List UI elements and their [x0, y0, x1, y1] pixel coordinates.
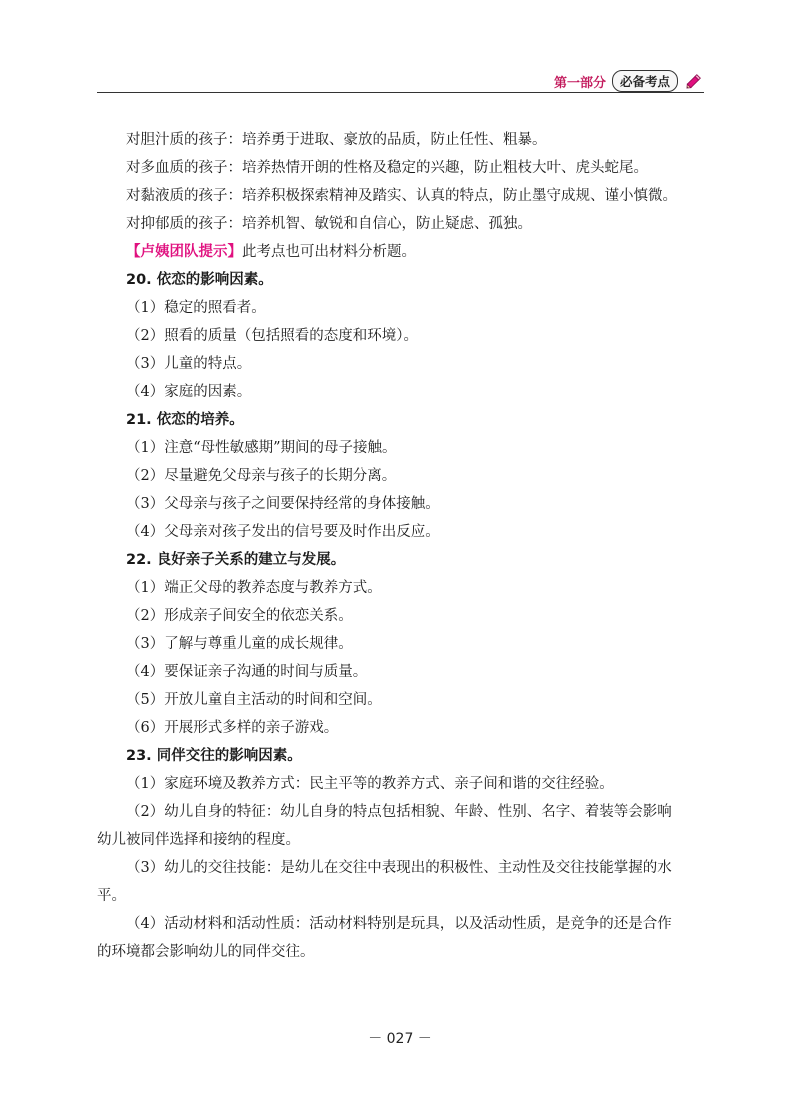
- intro-line: 对黏液质的孩子：培养积极探索精神及踏实、认真的特点，防止墨守成规、谨小慎微。: [126, 188, 677, 204]
- intro-line: 对抑郁质的孩子：培养机智、敏锐和自信心，防止疑虑、孤独。: [126, 216, 532, 232]
- tip-line: [97, 238, 704, 266]
- list-item: （4）父母亲对孩子发出的信号要及时作出反应。: [126, 524, 440, 540]
- list-item: （2）形成亲子间安全的依恋关系。: [126, 608, 353, 624]
- list-item: （4）家庭的因素。: [126, 384, 252, 400]
- section-heading: 20. 依恋的影响因素。: [126, 272, 273, 288]
- list-item-continuation: 平。: [97, 888, 126, 904]
- pencil-icon: [684, 71, 704, 91]
- list-item: （1）注意“母性敏感期”期间的母子接触。: [126, 440, 397, 456]
- tip-text: 此考点也可出材料分析题。: [242, 244, 416, 260]
- running-header: [97, 70, 704, 92]
- header-rule: [97, 92, 704, 93]
- list-item: （1）稳定的照看者。: [126, 300, 266, 316]
- list-item: （2）照看的质量（包括照看的态度和环境）。: [126, 328, 418, 344]
- essential-points-badge: 必备考点: [612, 70, 678, 92]
- list-item: （3）儿童的特点。: [126, 356, 252, 372]
- list-item: （6）开展形式多样的亲子游戏。: [126, 720, 339, 736]
- intro-line: 对胆汁质的孩子：培养勇于进取、豪放的品质，防止任性、粗暴。: [126, 132, 547, 148]
- header-right-group: [554, 70, 704, 92]
- list-item: （3）父母亲与孩子之间要保持经常的身体接触。: [126, 496, 440, 512]
- list-item: （4）活动材料和活动性质：活动材料特别是玩具，以及活动性质，是竞争的还是合作: [126, 916, 672, 932]
- list-item: （4）要保证亲子沟通的时间与质量。: [126, 664, 368, 680]
- list-item: （5）开放儿童自主活动的时间和空间。: [126, 692, 382, 708]
- section-heading: 23. 同伴交往的影响因素。: [126, 748, 302, 764]
- list-item: （1）端正父母的教养态度与教养方式。: [126, 580, 382, 596]
- list-item: （3）了解与尊重儿童的成长规律。: [126, 636, 353, 652]
- list-item: （1）家庭环境及教养方式：民主平等的教养方式、亲子间和谐的交往经验。: [126, 776, 614, 792]
- section-heading: 21. 依恋的培养。: [126, 412, 244, 428]
- list-item: （2）幼儿自身的特征：幼儿自身的特点包括相貌、年龄、性别、名字、着装等会影响: [126, 804, 672, 820]
- list-item-continuation: 的环境都会影响幼儿的同伴交往。: [97, 944, 315, 960]
- list-item: （2）尽量避免父母亲与孩子的长期分离。: [126, 468, 397, 484]
- list-item-continuation: 幼儿被同伴选择和接纳的程度。: [97, 832, 300, 848]
- section-heading: 22. 良好亲子关系的建立与发展。: [126, 552, 346, 568]
- page-number: － 027 －: [368, 1031, 432, 1047]
- intro-line: 对多血质的孩子：培养热情开朗的性格及稳定的兴趣，防止粗枝大叶、虎头蛇尾。: [126, 160, 648, 176]
- part-title: 第一部分: [553, 75, 606, 91]
- tip-label: 【卢姨团队提示】: [126, 244, 242, 260]
- page-content: [97, 126, 704, 966]
- list-item: （3）幼儿的交往技能：是幼儿在交往中表现出的积极性、主动性及交往技能掌握的水: [126, 860, 672, 876]
